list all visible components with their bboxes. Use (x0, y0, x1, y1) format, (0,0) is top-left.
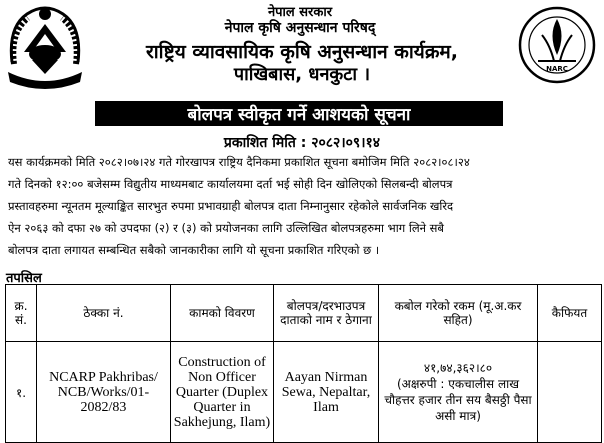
notice-body-line: यस कार्यक्रमको मिति २०८२।०७।२४ गते गोरखापत्र राष्ट्रिय दैनिकमा प्रकाशित सूचना बमोजिम मिति २०८२।०८।२४ (8, 155, 470, 169)
table-header-row (6, 285, 602, 342)
details-label: तपसिल (6, 271, 42, 286)
header-amount: कबोल गरेको रकम (मू.अ.कर सहित) (379, 285, 538, 342)
notice-body-line: ऐन २०६३ को दफा २७ को उपदफा (२) र (३) को प्रयोजनका लागि उल्लिखित बोलपत्रहरुमा भाग लिने सबै (8, 221, 444, 235)
government-title: नेपाल सरकार (267, 5, 333, 20)
notice-body-line: प्रस्तावहरुमा न्यूनतम मूल्याङ्कित सारभुत रुपमा प्रभावग्राही बोलपत्र दाता निम्नानुसार रहेकोले सार्वजनिक खरिद (8, 199, 454, 213)
bid-table (5, 284, 602, 443)
header-bidder: बोलपत्र/दरभाउपत्र दाताको नाम र ठेगाना (274, 285, 379, 342)
cell-bidder: Aayan Nirman Sewa, Nepaltar, Ilam (274, 342, 379, 443)
council-title: नेपाल कृषि अनुसन्धान परिषद् (224, 20, 376, 36)
notice-body-line: गते दिनको १२:०० बजेसम्म विद्युतीय माध्यमबाट कार्यालयमा दर्ता भई सोही दिन खोलिएको सिलबन्दी बोलपत्र (8, 177, 453, 191)
amount-words: (अक्षरुपी : एकचालीस लाख चौहत्तर हजार तीन सय बैसठ्ठी पैसा असी मात्र) (384, 377, 532, 423)
cell-work-desc: Construction of Non Officer Quarter (Duplex Quarter in Sakhejung, Ilam) (171, 342, 274, 443)
published-date: प्रकाशित मिति : २०८२।०९।१४ (223, 135, 381, 151)
narc-logo-text: NARC (546, 65, 568, 73)
location-title: पाखिबास, धनकुटा । (233, 64, 371, 85)
notice-title: बोलपत्र स्वीकृत गर्ने आशयको सूचना (95, 101, 503, 126)
cell-remarks (538, 342, 602, 443)
cell-contract-no: NCARP Pakhribas/ NCB/Works/01- 2082/83 (37, 342, 171, 443)
table-row (6, 342, 602, 443)
header-sn: क्र. सं. (6, 285, 37, 342)
program-title: राष्ट्रिय व्यावसायिक कृषि अनुसन्धान कार्यक्रम, (145, 41, 458, 63)
notice-body-line: बोलपत्र दाता लगायत सम्बन्धित सबैको जानकारीका लागि यो सूचना प्रकाशित गरिएको छ । (8, 243, 380, 257)
header-remarks: कैफियत (538, 285, 602, 342)
header-work-desc: कामको विवरण (171, 285, 274, 342)
cell-amount (379, 342, 538, 443)
header-contract-no: ठेक्का नं. (37, 285, 171, 342)
cell-sn: १. (6, 342, 37, 443)
amount-figure: ४१,७४,३६२।८० (423, 361, 493, 375)
